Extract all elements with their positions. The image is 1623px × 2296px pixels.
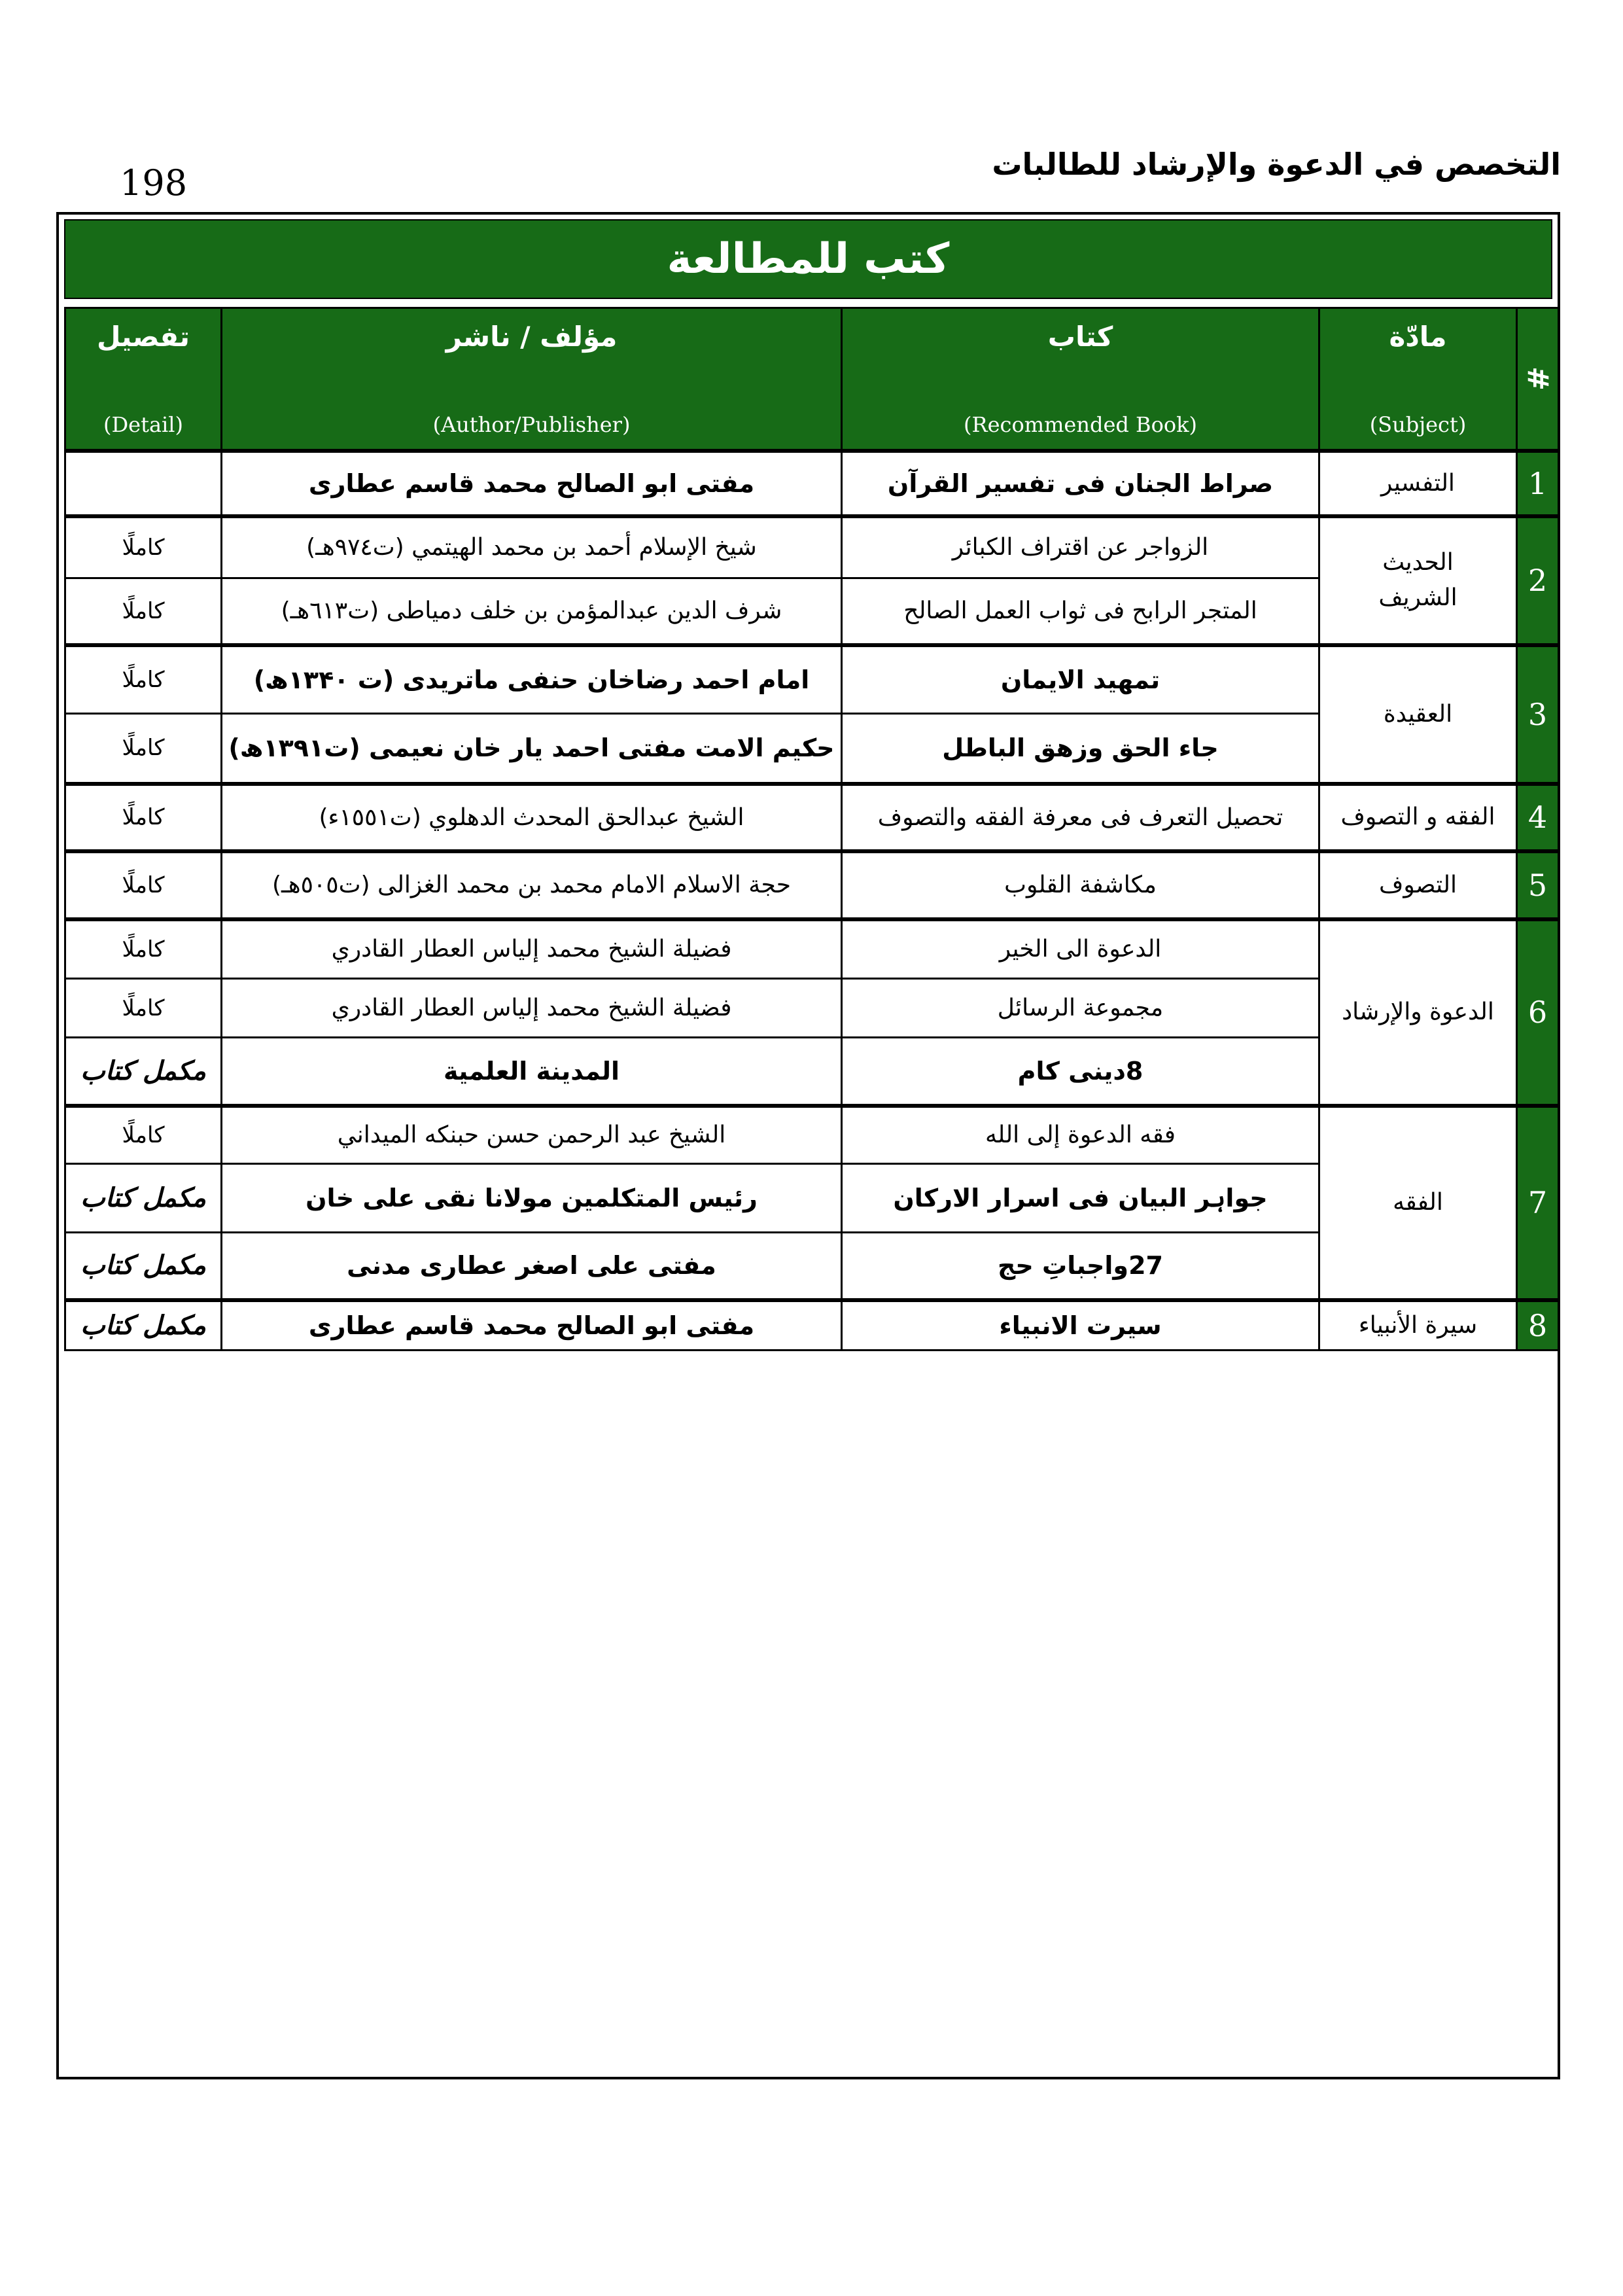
- books-table-header: [65, 308, 1559, 451]
- author-cell: مفتی علی اصغر عطاری مدنی: [222, 1233, 842, 1300]
- subject-cell: التفسير: [1319, 451, 1517, 516]
- page-number: 198: [120, 162, 188, 203]
- detail-cell: مکمل کتاب: [65, 1233, 222, 1300]
- author-cell: فضيلة الشيخ محمد إلياس العطار القادري: [222, 979, 842, 1038]
- row-number: 7: [1517, 1106, 1559, 1300]
- book-cell: المتجر الرابح فى ثواب العمل الصالح: [842, 578, 1319, 645]
- author-cell: المدينة العلمية: [222, 1038, 842, 1106]
- book-cell: 8دینی کام: [842, 1038, 1319, 1106]
- detail-cell: كاملًا: [65, 578, 222, 645]
- author-cell: مفتى ابو الصالح محمد قاسم عطارى: [222, 451, 842, 516]
- detail-cell: مکمل کتاب: [65, 1300, 222, 1351]
- header-author: [222, 308, 842, 451]
- header-num: [1517, 308, 1559, 451]
- table-row: [65, 516, 1559, 578]
- author-cell: شرف الدين عبدالمؤمن بن خلف دمياطى (ت٦١٣هـ): [222, 578, 842, 645]
- banner-title: كتب للمطالعة: [667, 235, 950, 283]
- author-cell: الشيخ عبدالحق المحدث الدهلوي (ت١٥٥١ء): [222, 784, 842, 851]
- book-cell: تحصيل التعرف فى معرفة الفقه والتصوف: [842, 784, 1319, 851]
- table-row: [65, 784, 1559, 851]
- subject-cell: التصوف: [1319, 851, 1517, 919]
- detail-cell: مکمل کتاب: [65, 1164, 222, 1233]
- table-frame: [56, 212, 1560, 2079]
- book-cell: 27واجباتِ حج: [842, 1233, 1319, 1300]
- header-book-en: (Recommended Book): [964, 412, 1197, 437]
- book-cell: جاء الحق وزهق الباطل: [842, 714, 1319, 784]
- subject-cell: العقيدة: [1319, 645, 1517, 784]
- table-row: [65, 851, 1559, 919]
- book-cell: الدعوة الى الخير: [842, 919, 1319, 979]
- detail-cell: كاملًا: [65, 979, 222, 1038]
- book-cell: مجموعة الرسائل: [842, 979, 1319, 1038]
- header-subject-ar: مادّة: [1389, 321, 1447, 353]
- book-cell: مكاشفة القلوب: [842, 851, 1319, 919]
- row-number: 5: [1517, 851, 1559, 919]
- author-cell: فضيلة الشيخ محمد إلياس العطار القادري: [222, 919, 842, 979]
- table-row: [65, 1300, 1559, 1351]
- author-cell: رئیس المتکلمین مولانا نقی علی خان: [222, 1164, 842, 1233]
- row-number: 4: [1517, 784, 1559, 851]
- detail-cell: كاملًا: [65, 645, 222, 714]
- subject-cell: الفقه و التصوف: [1319, 784, 1517, 851]
- row-number: 8: [1517, 1300, 1559, 1351]
- table-row: [65, 919, 1559, 979]
- header-row: [65, 308, 1559, 451]
- header-book-ar: كتاب: [1047, 321, 1113, 353]
- book-cell: فقه الدعوة إلى الله: [842, 1106, 1319, 1164]
- subject-cell: الحديث الشريف: [1319, 516, 1517, 645]
- row-number: 3: [1517, 645, 1559, 784]
- detail-cell: مکمل کتاب: [65, 1038, 222, 1106]
- table-row: [65, 1106, 1559, 1164]
- detail-cell: كاملًا: [65, 516, 222, 578]
- author-cell: الشيخ عبد الرحمن حسن حبنكه الميداني: [222, 1106, 842, 1164]
- hash-label: #: [1521, 366, 1554, 391]
- book-cell: جواہر البیان فی اسرار الارکان: [842, 1164, 1319, 1233]
- header-book: [842, 308, 1319, 451]
- book-cell: تمهيد الايمان: [842, 645, 1319, 714]
- author-cell: امام احمد رضاخان حنفى ماتريدى (ت ۱۳۴۰ھ): [222, 645, 842, 714]
- header-author-en: (Author/Publisher): [432, 412, 631, 437]
- author-cell: حجة الاسلام الامام محمد بن محمد الغزالى (ت٥٠٥هـ): [222, 851, 842, 919]
- detail-cell: كاملًا: [65, 784, 222, 851]
- row-number: 6: [1517, 919, 1559, 1106]
- detail-cell: كاملًا: [65, 714, 222, 784]
- author-cell: مفتی ابو الصالح محمد قاسم عطاری: [222, 1300, 842, 1351]
- document-title: التخصص في الدعوة والإرشاد للطالبات: [992, 147, 1561, 182]
- detail-cell: [65, 451, 222, 516]
- book-cell: الزواجر عن اقتراف الكبائر: [842, 516, 1319, 578]
- row-number: 1: [1517, 451, 1559, 516]
- subject-cell: سيرة الأنبياء: [1319, 1300, 1517, 1351]
- author-cell: شيخ الإسلام أحمد بن محمد الهيتمي (ت٩٧٤هـ): [222, 516, 842, 578]
- row-number: 2: [1517, 516, 1559, 645]
- detail-cell: كاملًا: [65, 919, 222, 979]
- header-subject-en: (Subject): [1369, 412, 1467, 437]
- header-detail: [65, 308, 222, 451]
- header-subject: [1319, 308, 1517, 451]
- subject-cell: الدعوة والإرشاد: [1319, 919, 1517, 1106]
- table-banner: [64, 219, 1552, 299]
- table-row: [65, 645, 1559, 714]
- book-cell: سیرت الانبیاء: [842, 1300, 1319, 1351]
- books-table: [64, 307, 1560, 1351]
- table-row: [65, 451, 1559, 516]
- books-table-body: [65, 451, 1559, 1351]
- book-cell: صراط الجنان فى تفسير القرآن: [842, 451, 1319, 516]
- header-detail-en: (Detail): [103, 412, 183, 437]
- detail-cell: كاملًا: [65, 851, 222, 919]
- header-detail-ar: تفصيل: [96, 321, 190, 353]
- header-author-ar: مؤلف / ناشر: [445, 321, 618, 353]
- author-cell: حكيم الامت مفتى احمد يار خان نعيمى (ت۱۳۹۱ھ): [222, 714, 842, 784]
- detail-cell: كاملًا: [65, 1106, 222, 1164]
- subject-cell: الفقه: [1319, 1106, 1517, 1300]
